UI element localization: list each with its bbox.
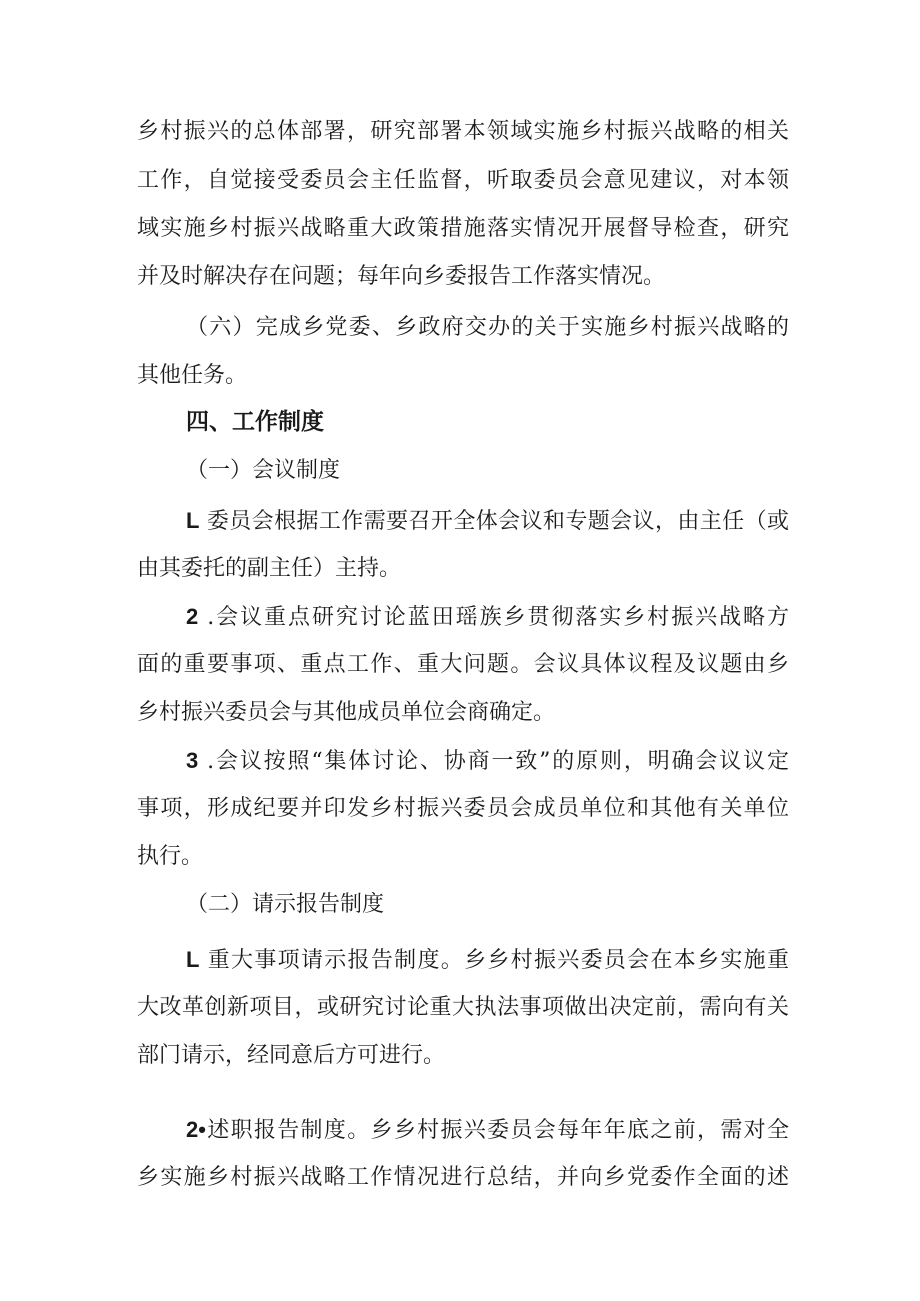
- body-text-line: 由其委托的副主任）主持。: [137, 556, 402, 581]
- body-text-line: 面的重要事项、重点工作、重大问题。会议具体议程及议题由乡: [137, 652, 789, 677]
- item-number: 3: [186, 748, 199, 773]
- item-number: 2•: [186, 1117, 206, 1142]
- body-text-line: 大改革创新项目，或研究讨论重大执法事项做出决定前，需向有关: [137, 995, 789, 1020]
- body-text-line: 工作，自觉接受委员会主任监督，听取委员会意见建议，对本领: [137, 168, 789, 193]
- body-text-line: 乡实施乡村振兴战略工作情况进行总结，并向乡党委作全面的述: [137, 1165, 789, 1190]
- item-text: 委员会根据工作需要召开全体会议和专题会议，由主任（或: [206, 509, 789, 534]
- item-number: 2: [186, 604, 199, 629]
- item-number: L: [186, 508, 200, 533]
- subsection-heading: （二）请示报告制度: [186, 892, 385, 917]
- item-text: 重大事项请示报告制度。乡乡村振兴委员会在本乡实施重: [207, 948, 789, 973]
- list-item: [186, 945, 789, 975]
- item-text: .会议按照“集体讨论、协商一致”的原则，明确会议议定: [207, 749, 789, 774]
- item-number: L: [186, 947, 200, 972]
- body-text-line: 执行。: [137, 844, 204, 869]
- list-item: [186, 506, 789, 536]
- item-text: .会议重点研究讨论蓝田瑶族乡贯彻落实乡村振兴战略方: [207, 605, 789, 630]
- body-text-line: 乡村振兴委员会与其他成员单位会商确定。: [137, 700, 556, 725]
- list-item: [186, 1115, 789, 1145]
- body-text-line: 乡村振兴的总体部署，研究部署本领域实施乡村振兴战略的相关: [137, 119, 789, 144]
- body-text-line: 部门请示，经同意后方可进行。: [137, 1043, 446, 1068]
- body-text-line: 其他任务。: [137, 363, 248, 388]
- section-heading: 四、工作制度: [186, 409, 324, 435]
- list-item: [186, 746, 789, 776]
- body-text-line: （六）完成乡党委、乡政府交办的关于实施乡村振兴战略的: [186, 315, 789, 340]
- body-text-line: 并及时解决存在问题；每年向乡委报告工作落实情况。: [137, 264, 666, 289]
- subsection-heading: （一）会议制度: [186, 458, 341, 483]
- body-text-line: 域实施乡村振兴战略重大政策措施落实情况开展督导检查，研究: [137, 216, 789, 241]
- list-item: [186, 602, 789, 632]
- body-text-line: 事项，形成纪要并印发乡村振兴委员会成员单位和其他有关单位: [137, 796, 789, 821]
- item-text: 述职报告制度。乡乡村振兴委员会每年年底之前，需对全: [205, 1118, 789, 1143]
